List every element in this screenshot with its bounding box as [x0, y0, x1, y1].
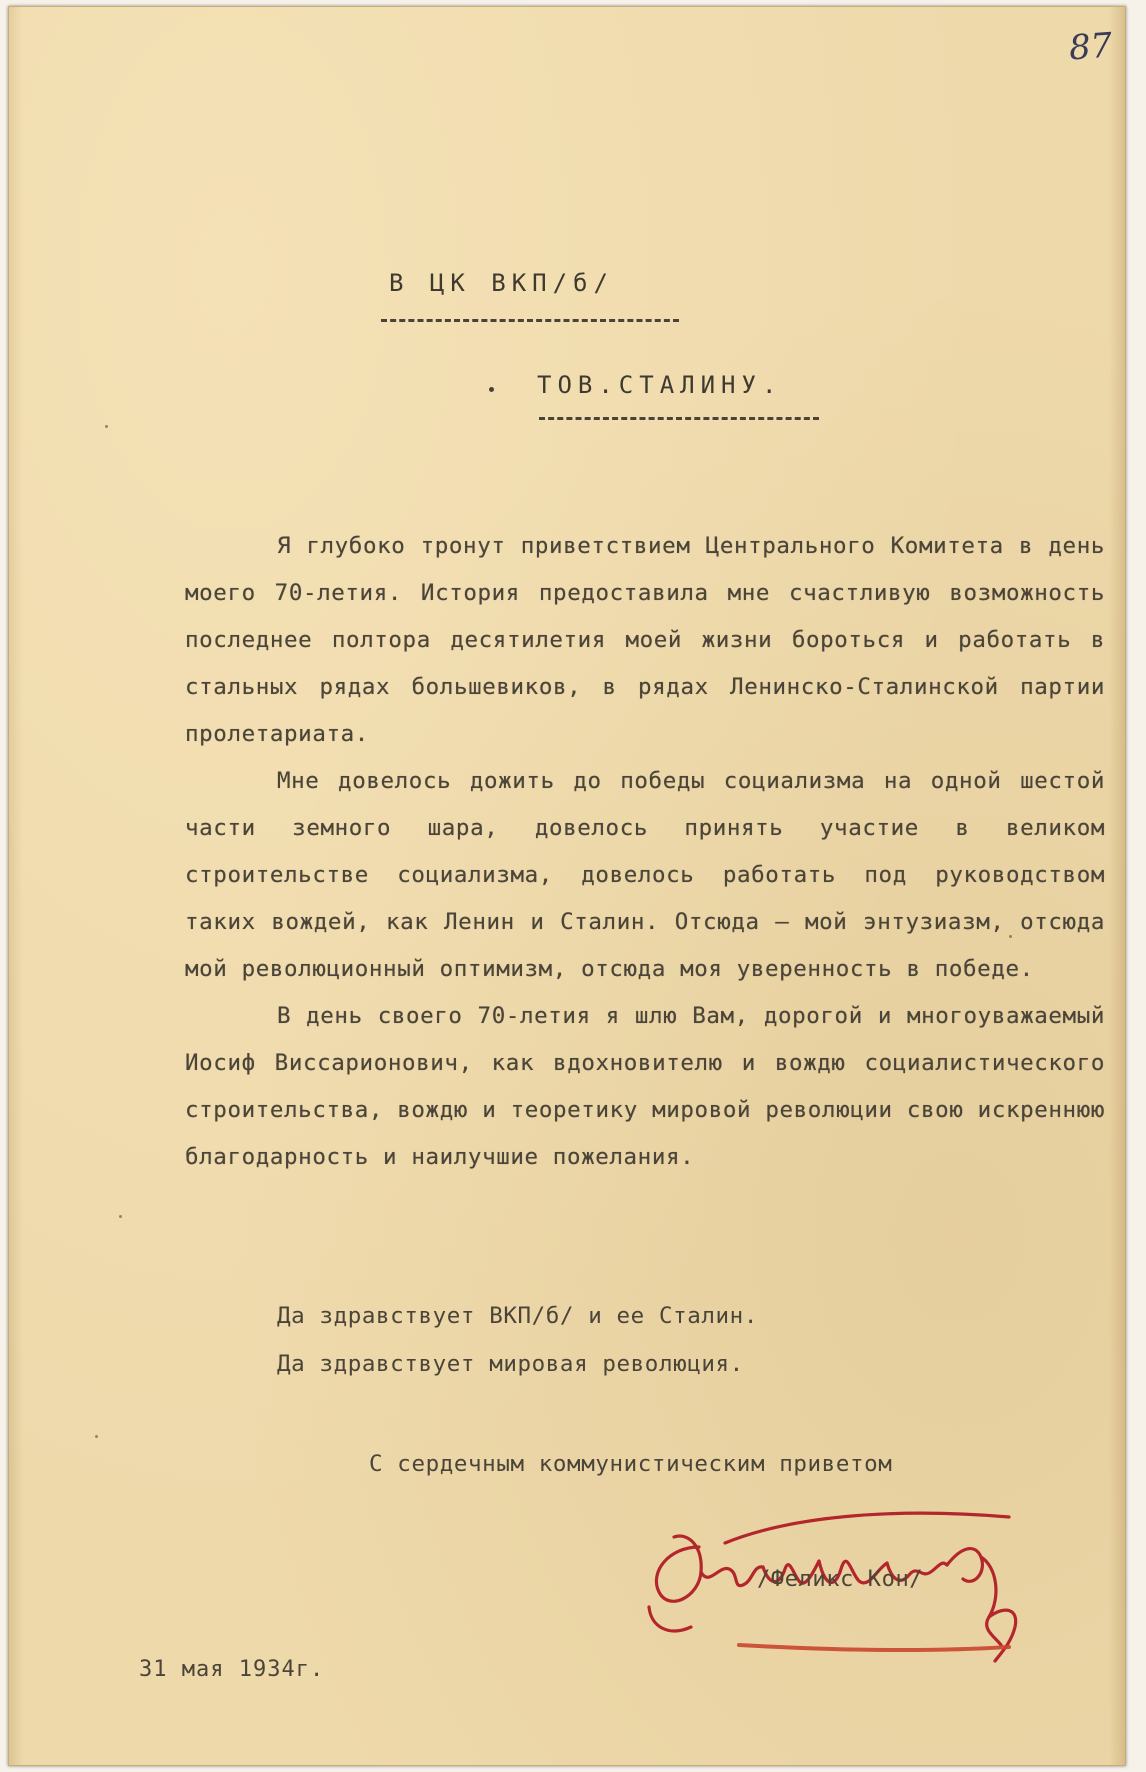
letter-body: [185, 523, 1105, 1181]
paper-speck: [119, 1215, 122, 1218]
paper-speck: [95, 1435, 98, 1438]
paper-speck: [105, 425, 108, 428]
addressee-underline: [381, 319, 679, 322]
archive-page-number: 87: [1067, 25, 1114, 69]
slogan-1: Да здравствует ВКП/б/ и ее Сталин.: [277, 1303, 758, 1329]
signature-underline: [739, 1645, 1009, 1650]
closing-greeting: С сердечным коммунистическим приветом: [369, 1451, 893, 1477]
paragraph-1: Я глубоко тронут приветствием Центрального Комитета в день моего 70-летия. История предоставила мне счастливую возможность последнее полтора десятилетия моей жизни бороться и работать в стальных рядах большевиков, в рядах Ленинско-Сталинской партии пролетариата.: [185, 533, 1105, 747]
paragraph-2: Мне довелось дожить до победы социализма на одной шестой части земного шара, довелось принять участие в великом строительстве социализма, довелось работать под руководством таких вождей, как Ленин и Сталин. Отсюда – мой энтузиазм, отсюда мой революционный оптимизм, отсюда моя уверенность в победе.: [185, 768, 1105, 982]
addressee-line: В ЦК ВКП/б/: [389, 269, 614, 297]
letter-page: [8, 6, 1126, 1766]
signer-name: /Феликс Кон/: [757, 1567, 924, 1592]
ink-dot: [489, 387, 494, 392]
slogan-2: Да здравствует мировая революция.: [277, 1351, 744, 1377]
paper-speck: [1009, 935, 1012, 938]
letter-date: 31 мая 1934г.: [139, 1657, 325, 1682]
recipient-underline: [539, 417, 819, 420]
recipient-line: ТОВ.СТАЛИНУ.: [537, 371, 783, 399]
paragraph-3: В день своего 70-летия я шлю Вам, дорогой и многоуважаемый Иосиф Виссарионович, как вдохновителю и вождю социалистического строительства, вождю и теоретику мировой революции свою искреннюю благодарность и наилучшие пожелания.: [185, 1003, 1105, 1170]
